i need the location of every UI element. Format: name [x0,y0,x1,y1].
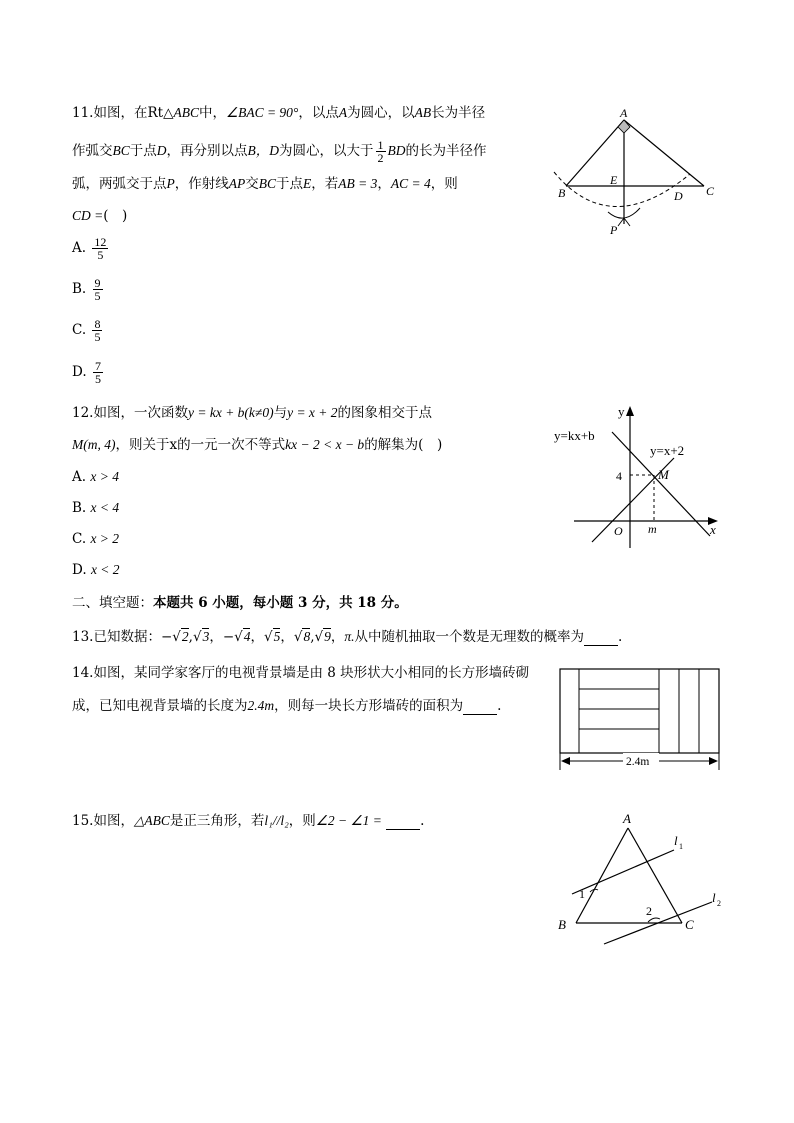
q15-figure [552,808,732,948]
q14-figure [555,664,725,774]
q11-fig-label-a: A [620,106,628,120]
q15-fig-label-l1-sub: 1 [679,842,683,851]
q12-fig-tick-m: m [648,522,657,536]
q12-fig-origin: O [614,524,623,538]
q13-answer-blank[interactable] [584,631,618,646]
q11-line2: 作弧交BC于点D，再分别以点B，D为圆心，以大于 $\frac{1}{2}$ BD的长为半径作 [72,138,487,165]
q12-line1: 12.如图，一次函数y = kx + b(k≠0)与y = x + 2的图象相交于点 [72,405,433,421]
q11-fig-label-b: B [558,186,566,200]
q12-option-b[interactable]: B. x < 4 [72,500,120,516]
q11-fig-label-p: P [610,223,618,237]
q11-option-c[interactable]: C. $\frac{8}{5}$ [72,317,101,344]
q11-fig-label-c: C [706,184,715,198]
q12-figure [550,400,730,550]
q15-fig-label-l1: l [674,833,678,848]
q11-fig-label-e: E [610,173,618,187]
q11-line1: 11.如图，在Rt△ABC中，∠BAC = 90°，以点A为圆心，以AB长为半径 [72,105,486,121]
q15-fig-label-l2: l [712,890,716,905]
q15-fig-label-c: C [685,917,694,932]
q15-answer-blank[interactable] [386,815,420,830]
q11-option-b[interactable]: B. $\frac{9}{5}$ [72,276,101,303]
q15-fig-angle-2: 2 [646,904,652,918]
q15-fig-label-l2-sub: 2 [717,899,721,908]
q13-line: 13.已知数据：−√2,√3，−√4，√5，√8,√9，π.从中随机抽取一个数是无理数的概率为 . [72,629,623,645]
q11-fig-label-d: D [674,189,683,203]
q11-line3: 弧，两弧交于点P，作射线AP交BC于点E，若AB = 3，AC = 4，则 [72,176,458,192]
q12-fig-y-label: y [618,404,625,419]
q12-fig-tick-4: 4 [616,469,622,483]
q12-fig-line2-label: y=x+2 [650,443,685,458]
q14-fig-length-label: 2.4m [626,756,650,768]
q12-fig-x-label: x [710,522,716,537]
q12-option-a[interactable]: A. x > 4 [72,469,119,485]
q11-figure [540,100,730,240]
q12-fig-line1-label: y=kx+b [554,428,595,443]
q14-line2: 成，已知电视背景墙的长度为2.4m，则每一块长方形墙砖的面积为 . [72,698,502,714]
q14-line1: 14.如图，某同学家客厅的电视背景墙是由 8 块形状大小相同的长方形墙砖砌 [72,665,530,681]
q12-line2: M(m, 4)，则关于x的一元一次不等式kx − 2 < x − b的解集为( ) [72,437,443,453]
q11-option-a[interactable]: A. $\frac{12}{5}$ [72,235,107,262]
q15-fig-angle-1: 1 [579,887,585,901]
q15-line: 15.如图，△ABC是正三角形，若l₁//l₂，则∠2 − ∠1 = . [72,813,425,829]
q11-half-fraction: $\frac{1}{2}$ [377,138,384,165]
q11-line4: CD =( ) [72,208,128,224]
q14-answer-blank[interactable] [463,700,497,715]
q11-option-d[interactable]: D. $\frac{7}{5}$ [72,359,101,386]
section-2-heading: 二、填空题：本题共 6 小题，每小题 3 分，共 18 分。 [72,595,408,611]
q12-option-d[interactable]: D. x < 2 [72,562,120,578]
q12-fig-label-m-point: M [658,467,669,482]
q12-option-c[interactable]: C. x > 2 [72,531,120,547]
q15-fig-label-b: B [558,917,566,932]
q15-fig-label-a: A [623,811,631,826]
